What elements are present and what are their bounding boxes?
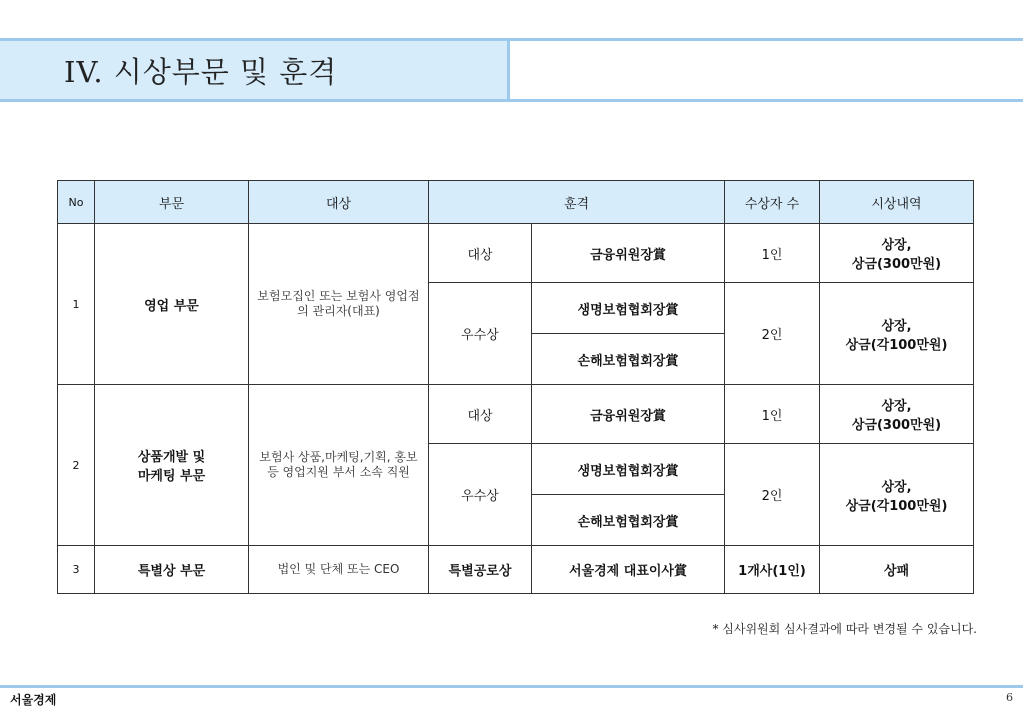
- prize-line: 상장,: [881, 238, 912, 253]
- prize-detail: [820, 444, 974, 546]
- prize-line: 상금(300만원): [851, 418, 942, 433]
- row-target: 보험모집인 또는 보험사 영업점의 관리자(대표): [249, 224, 429, 385]
- prize-line: 상금(각100만원): [845, 337, 948, 353]
- row-category: [95, 385, 249, 546]
- header-no: No: [58, 181, 95, 224]
- prize-detail: 상패: [820, 546, 974, 594]
- header-category: 부문: [95, 181, 249, 224]
- honor-level: 대상: [429, 385, 532, 444]
- prize-detail: [820, 283, 974, 385]
- page-number: 6: [1006, 691, 1013, 704]
- category-line: 마케팅 부문: [137, 469, 206, 484]
- winner-count: 2인: [725, 444, 820, 546]
- row-category: 영업 부문: [95, 224, 249, 385]
- prize-detail: [820, 385, 974, 444]
- slide-footer: [0, 685, 1023, 708]
- row-no: 3: [58, 546, 95, 594]
- prize-line: 상장,: [881, 399, 912, 414]
- row-target: 보험사 상품,마케팅,기획, 홍보 등 영업지원 부서 소속 직원: [249, 385, 429, 546]
- winner-count: 1인: [725, 224, 820, 283]
- table-row: [58, 385, 974, 444]
- row-category: 특별상 부문: [95, 546, 249, 594]
- honor-level: 우수상: [429, 444, 532, 546]
- prize-line: 상장,: [881, 318, 912, 334]
- winner-count: 1개사(1인): [725, 546, 820, 594]
- footer-company-name: 서울경제: [10, 693, 57, 707]
- winner-count: 1인: [725, 385, 820, 444]
- honor-award: 손해보험협회장賞: [532, 334, 725, 385]
- header-winners: 수상자 수: [725, 181, 820, 224]
- header-target: 대상: [249, 181, 429, 224]
- category-line: 상품개발 및: [137, 450, 206, 465]
- honor-level: 특별공로상: [429, 546, 532, 594]
- honor-level: 대상: [429, 224, 532, 283]
- row-no: 2: [58, 385, 95, 546]
- honor-award: 생명보험협회장賞: [532, 283, 725, 334]
- table-row: [58, 224, 974, 283]
- header-prize: 시상내역: [820, 181, 974, 224]
- honor-award: 생명보험협회장賞: [532, 444, 725, 495]
- header-honor: 훈격: [429, 181, 725, 224]
- row-target: 법인 및 단체 또는 CEO: [249, 546, 429, 594]
- footnote: * 심사위원회 심사결과에 따라 변경될 수 있습니다.: [712, 622, 977, 636]
- honor-award: 금융위원장賞: [532, 385, 725, 444]
- prize-line: 상금(300만원): [851, 257, 942, 272]
- honor-award: 손해보험협회장賞: [532, 495, 725, 546]
- page-title: IV. 시상부문 및 훈격: [64, 54, 338, 89]
- winner-count: 2인: [725, 283, 820, 385]
- slide-header: [0, 38, 1023, 102]
- table-row: [58, 546, 974, 594]
- award-table: [57, 180, 974, 594]
- prize-line: 상금(각100만원): [845, 498, 948, 514]
- table-header-row: [58, 181, 974, 224]
- prize-detail: [820, 224, 974, 283]
- header-blank-panel: [510, 41, 1023, 99]
- prize-line: 상장,: [881, 479, 912, 495]
- row-no: 1: [58, 224, 95, 385]
- honor-award: 금융위원장賞: [532, 224, 725, 283]
- honor-level: 우수상: [429, 283, 532, 385]
- honor-award: 서울경제 대표이사賞: [532, 546, 725, 594]
- header-title-panel: [0, 41, 510, 99]
